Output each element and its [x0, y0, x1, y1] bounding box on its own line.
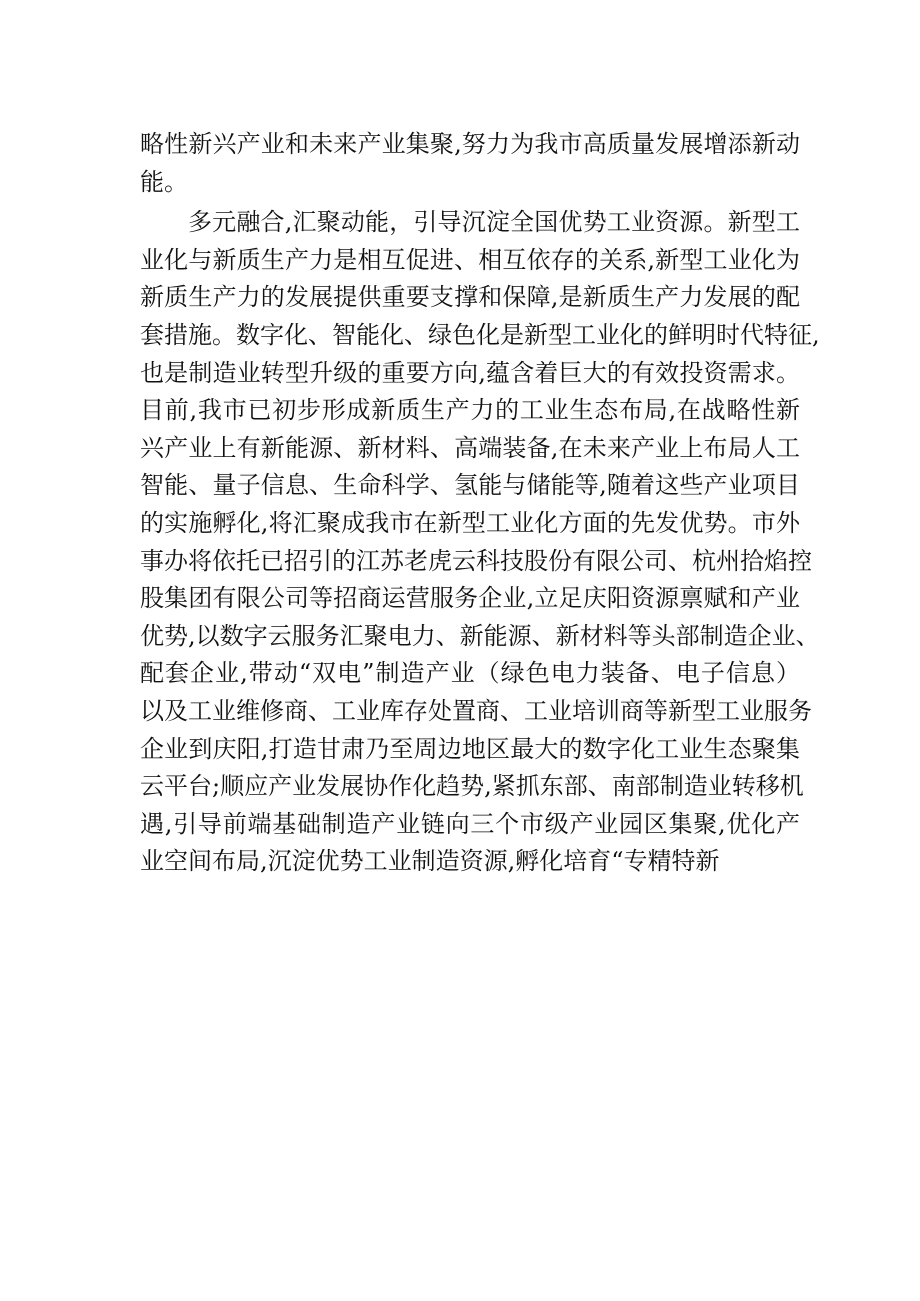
text-line: 云平台;顺应产业发展协作化趋势,紧抓东部、南部制造业转移机: [140, 772, 804, 801]
paragraph-1: [140, 126, 800, 201]
text-line: 企业到庆阳,打造甘肃乃至周边地区最大的数字化工业生态聚集: [140, 734, 800, 763]
text-line: 新质生产力的发展提供重要支撑和保障,是新质生产力发展的配: [140, 283, 800, 312]
text-line: 的实施孵化,将汇聚成我市在新型工业化方面的先发优势。市外: [140, 508, 800, 537]
text-line: 股集团有限公司等招商运营服务企业,立足庆阳资源禀赋和产业: [140, 584, 800, 613]
text-line: 略性新兴产业和未来产业集聚,努力为我市高质量发展增添新动: [140, 130, 800, 158]
text-line: 业化与新质生产力是相互促进、相互依存的关系,新型工业化为: [140, 245, 800, 274]
body-text: [140, 126, 820, 881]
text-line: 配套企业,带动“双电”制造产业（绿色电力装备、电子信息）: [140, 659, 800, 688]
text-line: 多元融合,汇聚动能，引导沉淀全国优势工业资源。新型工: [188, 208, 800, 237]
text-line: 目前,我市已初步形成新质生产力的工业生态布局,在战略性新: [140, 396, 800, 425]
paragraph-2: [140, 204, 820, 881]
text-line: 套措施。数字化、智能化、绿色化是新型工业化的鲜明时代特征,: [140, 320, 820, 349]
text-line: 兴产业上有新能源、新材料、高端装备,在未来产业上布局人工: [140, 433, 800, 462]
text-line: 事办将依托已招引的江苏老虎云科技股份有限公司、杭州拾焰控: [140, 546, 812, 575]
text-line: 也是制造业转型升级的重要方向,蕴含着巨大的有效投资需求。: [140, 358, 800, 387]
text-line: 以及工业维修商、工业库存处置商、工业培训商等新型工业服务: [140, 696, 812, 725]
text-line: 遇,引导前端基础制造产业链向三个市级产业园区集聚,优化产: [140, 809, 800, 838]
text-line: 优势,以数字云服务汇聚电力、新能源、新材料等头部制造企业、: [140, 621, 820, 650]
text-line: 智能、量子信息、生命科学、氢能与储能等,随着这些产业项目: [140, 471, 800, 500]
text-line: 能。: [140, 167, 188, 196]
text-line: 业空间布局,沉淀优势工业制造资源,孵化培育“专精特新: [140, 847, 720, 876]
